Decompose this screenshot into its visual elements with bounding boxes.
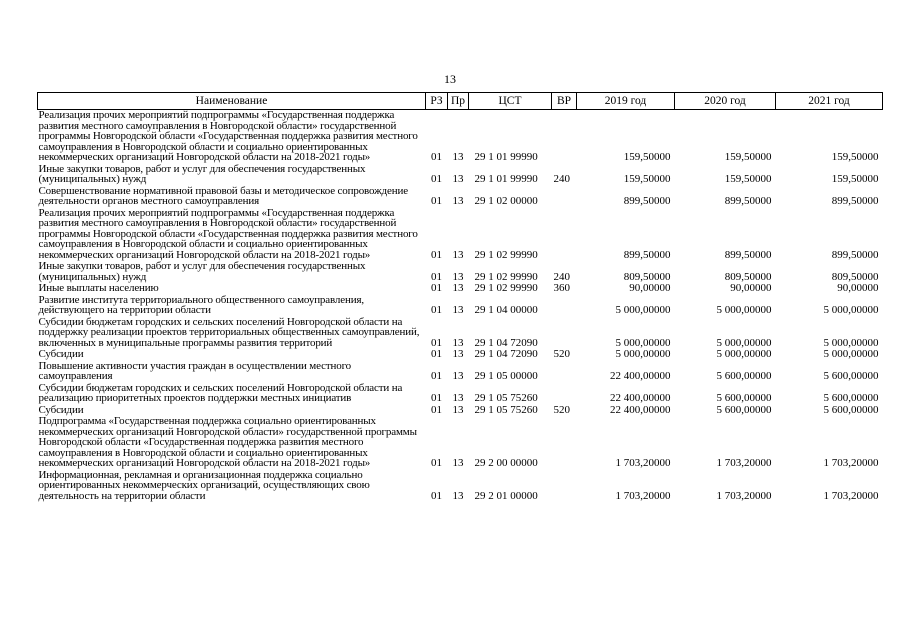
cell-2020: 5 000,00000 (716, 304, 772, 316)
cell-cst: 29 1 02 99990 (474, 248, 538, 261)
cell-2021: 899,50000 (831, 248, 879, 261)
cell-2021: 90,00000 (837, 282, 879, 294)
cell-name: Информационная, рекламная и организационная поддержка социально ориентированных некоммерческих организаций, осуществляющих свою деятельность на территории области (38, 468, 370, 502)
table-row (38, 186, 883, 208)
cell-cst: 29 1 05 75260 (474, 403, 538, 416)
cell-pr: 13 (452, 270, 464, 283)
cell-pr: 13 (452, 348, 464, 360)
cell-vr (552, 186, 577, 208)
cell-2020: 899,50000 (724, 195, 772, 207)
table-body (38, 110, 883, 503)
cell-rz: 01 (431, 304, 442, 316)
page-number: 13 (444, 72, 456, 86)
cell-vr (552, 110, 577, 164)
cell-rz: 01 (431, 370, 442, 382)
header-name: Наименование (38, 93, 426, 110)
cell-cst: 29 1 01 99990 (474, 173, 538, 185)
cell-2020: 5 600,00000 (716, 403, 772, 416)
cell-rz: 01 (431, 457, 442, 469)
table-row (38, 416, 883, 470)
cell-pr: 13 (452, 304, 464, 316)
cell-name: Иные закупки товаров, работ и услуг для обеспечения государственных (муниципальных) нужд (38, 260, 366, 283)
cell-2020: 159,50000 (724, 151, 772, 163)
cell-2020: 5 600,00000 (716, 392, 772, 404)
cell-vr (552, 383, 577, 405)
cell-2019: 899,50000 (623, 195, 671, 207)
header-cst: ЦСТ (469, 93, 552, 110)
cell-cst: 29 1 04 72090 (474, 348, 538, 360)
cell-vr: 240 (553, 270, 570, 283)
cell-2019: 22 400,00000 (610, 370, 671, 382)
cell-2020: 1 703,20000 (716, 489, 772, 502)
cell-name: Подпрограмма «Государственная поддержка социально ориентированных некоммерческих организаций Новгородской области» государственной программы Новгородской области «Государственная поддержка развития местного самоуправления в Новгородской области и социально ориентированных некоммерческих организаций Новгородской области на 2018-2021 годы» (38, 415, 417, 469)
cell-cst: 29 1 02 99990 (474, 282, 538, 294)
cell-2020: 90,00000 (730, 282, 772, 294)
cell-2019: 22 400,00000 (610, 392, 671, 404)
table-row (38, 361, 883, 383)
cell-2020: 5 000,00000 (716, 336, 772, 349)
cell-pr: 13 (452, 336, 464, 349)
cell-pr: 13 (452, 392, 464, 404)
cell-rz: 01 (431, 151, 442, 163)
cell-2019: 1 703,20000 (615, 489, 671, 502)
cell-vr: 520 (553, 348, 570, 360)
cell-rz: 01 (431, 248, 442, 261)
cell-rz: 01 (431, 392, 442, 404)
cell-cst: 29 2 00 00000 (474, 457, 538, 469)
cell-pr: 13 (452, 282, 464, 294)
cell-cst: 29 1 02 00000 (474, 195, 538, 207)
header-rz: РЗ (426, 93, 448, 110)
cell-pr: 13 (452, 489, 464, 502)
cell-name: Иные выплаты населению (38, 282, 159, 294)
table-row (38, 383, 883, 405)
cell-vr (552, 208, 577, 262)
table-row (38, 295, 883, 317)
header-2020: 2020 год (675, 93, 776, 110)
cell-2020: 5 000,00000 (716, 348, 772, 360)
cell-vr (552, 295, 577, 317)
cell-vr: 360 (553, 282, 570, 294)
cell-2020: 159,50000 (724, 173, 772, 185)
cell-name: Повышение активности участия граждан в осуществлении местного самоуправления (38, 359, 352, 382)
cell-name: Реализация прочих мероприятий подпрограммы «Государственная поддержка развития местного самоуправления в Новгородской области» государственной программы Новгородской области «Государственная поддержка развития местного самоуправления в Новгородской области и социально ориентированных некоммерческих организаций Новгородской области на 2018-2021 годы» (38, 109, 418, 163)
cell-2019: 899,50000 (623, 248, 671, 261)
cell-cst: 29 1 02 99990 (474, 270, 538, 283)
cell-cst: 29 1 05 75260 (474, 392, 538, 404)
cell-name: Иные закупки товаров, работ и услуг для обеспечения государственных (муниципальных) нужд (38, 162, 366, 185)
cell-cst: 29 1 05 00000 (474, 370, 538, 382)
cell-2019: 22 400,00000 (610, 403, 671, 416)
cell-vr (552, 416, 577, 470)
cell-vr: 520 (553, 403, 570, 416)
cell-2021: 5 600,00000 (823, 370, 879, 382)
cell-2019: 90,00000 (629, 282, 671, 294)
cell-pr: 13 (452, 403, 464, 416)
cell-pr: 13 (452, 195, 464, 207)
table-row (38, 110, 883, 164)
header-2021: 2021 год (776, 93, 883, 110)
cell-rz: 01 (431, 336, 442, 349)
cell-2021: 1 703,20000 (823, 489, 879, 502)
cell-pr: 13 (452, 370, 464, 382)
cell-2021: 5 000,00000 (823, 348, 879, 360)
cell-pr: 13 (452, 151, 464, 163)
cell-2021: 899,50000 (831, 195, 879, 207)
cell-cst: 29 1 04 00000 (474, 304, 538, 316)
cell-rz: 01 (431, 489, 442, 502)
cell-cst: 29 1 01 99990 (474, 151, 538, 163)
cell-2020: 899,50000 (724, 248, 772, 261)
cell-vr: 240 (553, 173, 570, 185)
table-row (38, 349, 883, 361)
cell-2021: 159,50000 (831, 151, 879, 163)
budget-table (37, 92, 883, 502)
cell-2021: 5 000,00000 (823, 336, 879, 349)
cell-2020: 1 703,20000 (716, 457, 772, 469)
cell-2021: 159,50000 (831, 173, 879, 185)
cell-pr: 13 (452, 457, 464, 469)
cell-2019: 159,50000 (623, 173, 671, 185)
table-row (38, 261, 883, 283)
cell-2021: 5 000,00000 (823, 304, 879, 316)
cell-2019: 5 000,00000 (615, 304, 671, 316)
cell-2019: 809,50000 (623, 270, 671, 283)
cell-2019: 5 000,00000 (615, 336, 671, 349)
cell-2021: 5 600,00000 (823, 403, 879, 416)
cell-name: Субсидии (38, 403, 84, 416)
header-pr: Пр (448, 93, 469, 110)
table-row (38, 164, 883, 186)
cell-rz: 01 (431, 282, 442, 294)
cell-2020: 5 600,00000 (716, 370, 772, 382)
table-row (38, 470, 883, 503)
cell-name: Субсидии бюджетам городских и сельских поселений Новгородской области на реализацию приоритетных проектов поддержки местных инициатив (38, 381, 403, 404)
cell-2021: 1 703,20000 (823, 457, 879, 469)
cell-2021: 809,50000 (831, 270, 879, 283)
table-row (38, 208, 883, 262)
cell-rz: 01 (431, 270, 442, 283)
cell-vr (552, 361, 577, 383)
table-header-row (38, 93, 883, 110)
header-2019: 2019 год (577, 93, 675, 110)
cell-name: Совершенствование нормативной правовой базы и методическое сопровождение деятельности органов местного самоуправления (38, 184, 408, 207)
cell-rz: 01 (431, 348, 442, 360)
cell-rz: 01 (431, 173, 442, 185)
cell-name: Субсидии бюджетам городских и сельских поселений Новгородской области на поддержку реализации проектов территориальных общественных самоуправлений, включенных в муниципальные программы развития территорий (38, 315, 420, 349)
cell-cst: 29 1 04 72090 (474, 336, 538, 349)
cell-2021: 5 600,00000 (823, 392, 879, 404)
cell-name: Субсидии (38, 348, 84, 360)
cell-2019: 159,50000 (623, 151, 671, 163)
cell-name: Развитие института территориального общественного самоуправления, действующего на территории области (38, 293, 364, 316)
cell-2019: 5 000,00000 (615, 348, 671, 360)
cell-2019: 1 703,20000 (615, 457, 671, 469)
cell-cst: 29 2 01 00000 (474, 489, 538, 502)
table-row (38, 283, 883, 295)
cell-pr: 13 (452, 248, 464, 261)
table-row (38, 317, 883, 350)
cell-name: Реализация прочих мероприятий подпрограммы «Государственная поддержка развития местного самоуправления в Новгородской области» государственной программы Новгородской области «Государственная поддержка развития местного самоуправления в Новгородской области и социально ориентированных некоммерческих организаций Новгородской области на 2018-2021 годы» (38, 206, 418, 261)
cell-rz: 01 (431, 403, 442, 416)
header-vr: ВР (552, 93, 577, 110)
cell-rz: 01 (431, 195, 442, 207)
cell-vr (552, 317, 577, 350)
cell-vr (552, 470, 577, 503)
cell-2020: 809,50000 (724, 270, 772, 283)
cell-pr: 13 (452, 173, 464, 185)
